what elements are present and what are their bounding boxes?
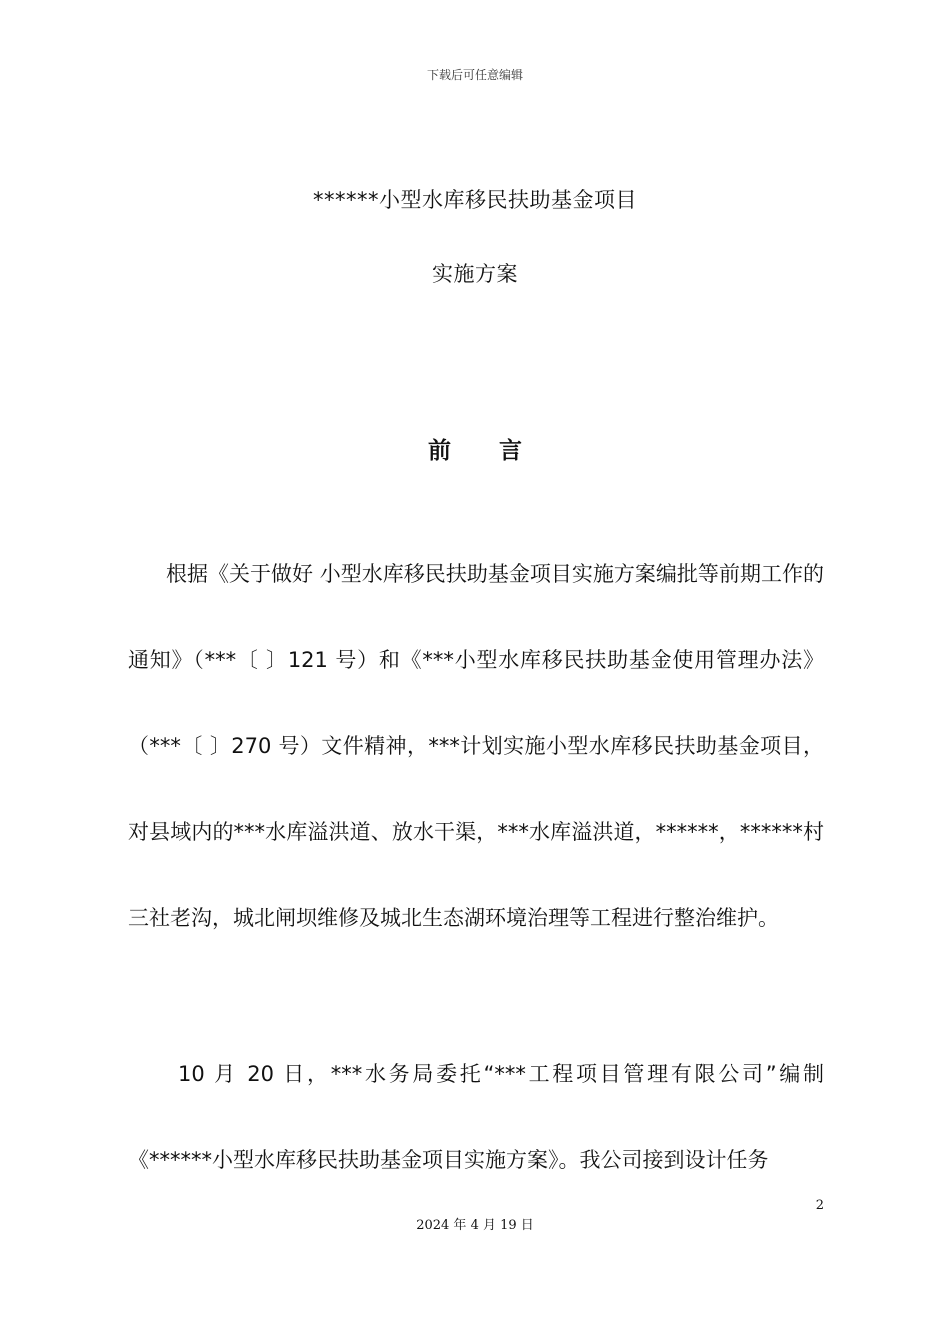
document-title-line-1: ******小型水库移民扶助基金项目 [313, 188, 637, 212]
document-title-line-2: 实施方案 [432, 262, 518, 286]
page-number: 2 [815, 1198, 824, 1213]
section-heading-preface: 前 言 [427, 438, 542, 464]
header-note: 下载后可任意编辑 [426, 68, 523, 82]
body-paragraph-2: 10 月 20 日，***水务局委托“***工程项目管理有限公司”编制《******小型水库移民扶助基金项目实施方案》。我公司接到设计任务 [128, 1062, 824, 1172]
footer-date: 2024 年 4 月 19 日 [416, 1218, 534, 1233]
body-paragraph-1: 根据《关于做好 小型水库移民扶助基金项目实施方案编批等前期工作的通知》（***〔 〕121 号）和《***小型水库移民扶助基金使用管理办法》（***〔 〕270 号）文件精神，***计划实施小型水库移民扶助基金项目，对县域内的***水库溢洪道、放水干渠，***水库溢洪道，******，******村三社老沟，城北闸坝维修及城北生态湖环境治理等工程进行整治维护。 [128, 562, 824, 930]
